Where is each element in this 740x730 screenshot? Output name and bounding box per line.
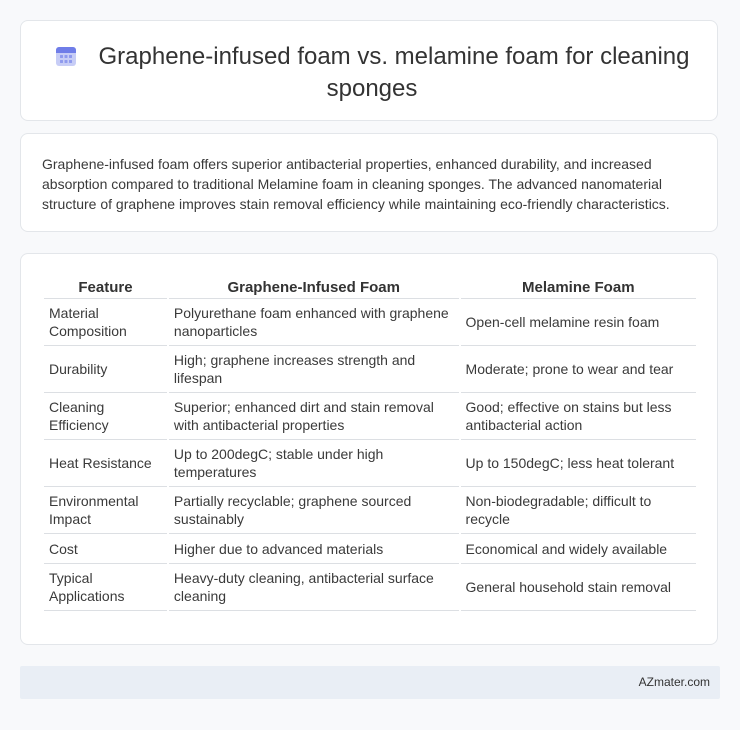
title-card	[20, 20, 718, 121]
feature-cell: Heat Resistance	[44, 440, 167, 487]
feature-cell: Material Composition	[44, 299, 167, 346]
graphene-cell: Heavy-duty cleaning, antibacterial surface cleaning	[169, 564, 459, 611]
melamine-cell: General household stain removal	[461, 564, 696, 611]
footer-bar	[20, 666, 720, 699]
table-row	[44, 487, 696, 534]
header-melamine: Melamine Foam	[461, 276, 696, 299]
feature-cell: Environmental Impact	[44, 487, 167, 534]
summary-text: Graphene-infused foam offers superior antibacterial properties, enhanced durability, and increased absorption compared to traditional Melamine foam in cleaning sponges. The advanced nanomaterial structure of graphene improves stain removal efficiency while maintaining eco-friendly characteristics.	[42, 156, 670, 212]
table-header-row	[44, 276, 696, 299]
header-feature: Feature	[44, 276, 167, 299]
melamine-cell: Economical and widely available	[461, 534, 696, 564]
melamine-cell: Up to 150degC; less heat tolerant	[461, 440, 696, 487]
graphene-cell: High; graphene increases strength and lifespan	[169, 346, 459, 393]
footer-site-link[interactable]: AZmater.com	[638, 675, 710, 689]
graphene-cell: Partially recyclable; graphene sourced sustainably	[169, 487, 459, 534]
summary-card	[20, 133, 718, 232]
page-title-wrap	[51, 42, 693, 103]
melamine-cell: Moderate; prone to wear and tear	[461, 346, 696, 393]
feature-cell: Cleaning Efficiency	[44, 393, 167, 440]
graphene-cell: Up to 200degC; stable under high temperatures	[169, 440, 459, 487]
header-graphene: Graphene-Infused Foam	[169, 276, 459, 299]
table-row	[44, 346, 696, 393]
calendar-icon	[55, 45, 77, 74]
melamine-cell: Good; effective on stains but less antibacterial action	[461, 393, 696, 440]
graphene-cell: Polyurethane foam enhanced with graphene nanoparticles	[169, 299, 459, 346]
graphene-cell: Higher due to advanced materials	[169, 534, 459, 564]
comparison-table	[42, 276, 698, 611]
feature-cell: Cost	[44, 534, 167, 564]
table-row	[44, 440, 696, 487]
melamine-cell: Open-cell melamine resin foam	[461, 299, 696, 346]
table-row	[44, 299, 696, 346]
feature-cell: Durability	[44, 346, 167, 393]
table-row	[44, 393, 696, 440]
table-row	[44, 564, 696, 611]
melamine-cell: Non-biodegradable; difficult to recycle	[461, 487, 696, 534]
table-row	[44, 534, 696, 564]
page-title: Graphene-infused foam vs. melamine foam for cleaning sponges	[98, 43, 690, 102]
graphene-cell: Superior; enhanced dirt and stain removal with antibacterial properties	[169, 393, 459, 440]
feature-cell: Typical Applications	[44, 564, 167, 611]
comparison-table-card	[20, 253, 718, 645]
